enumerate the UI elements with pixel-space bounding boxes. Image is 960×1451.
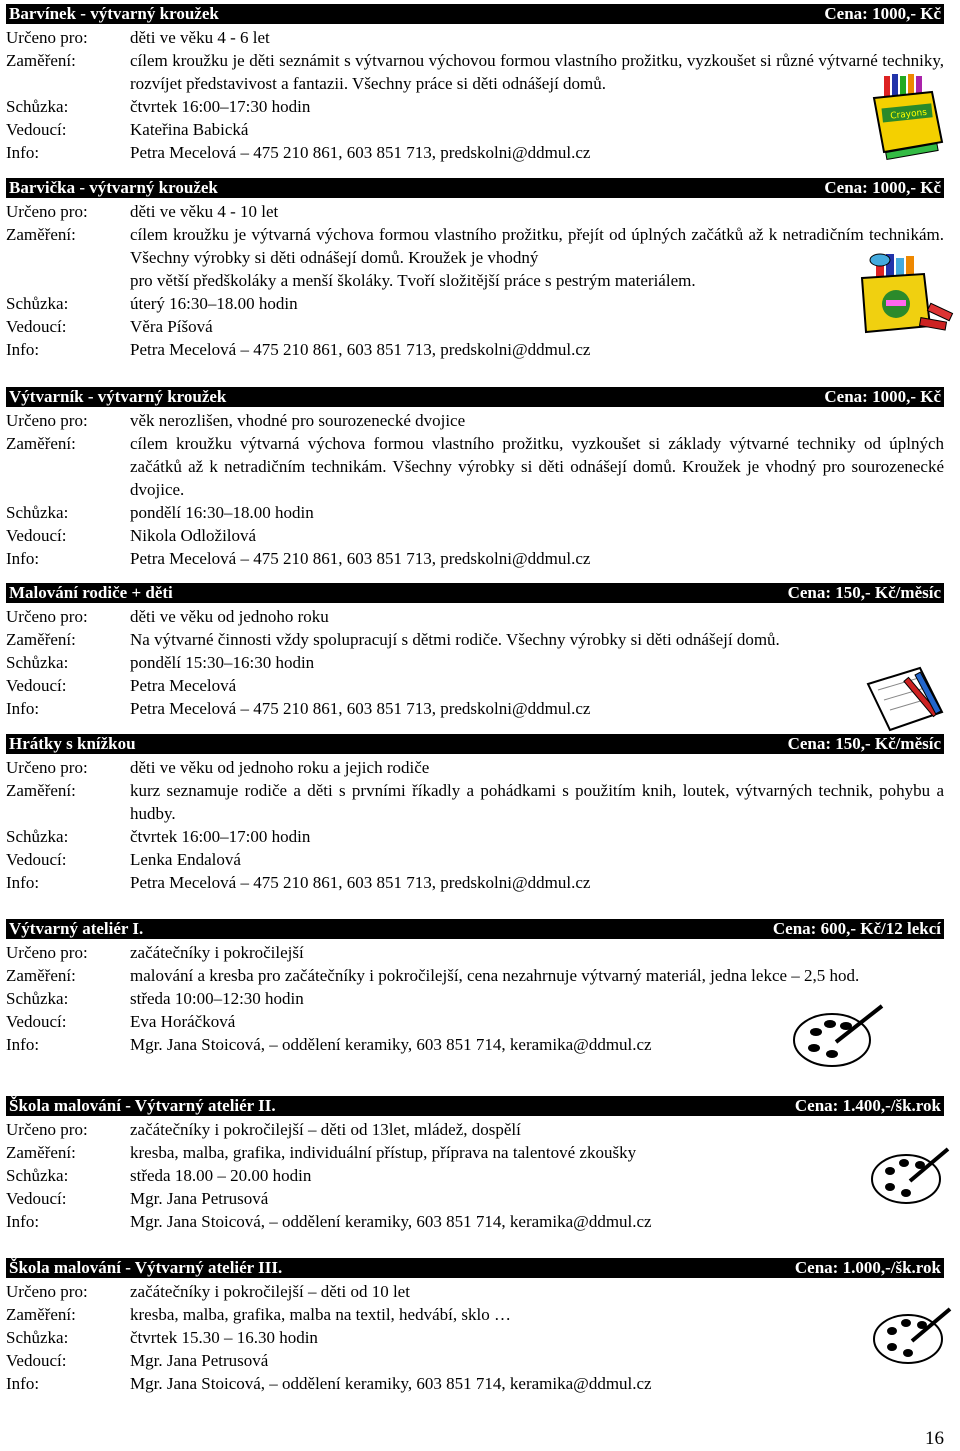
label-for: Určeno pro:	[6, 202, 88, 221]
course-header	[6, 1258, 944, 1278]
label-info: Info:	[6, 1212, 40, 1231]
course-meeting: pondělí 16:30–18.00 hodin	[130, 503, 314, 522]
course-price: Cena: 150,- Kč/měsíc	[787, 583, 941, 602]
palette-icon	[870, 1303, 954, 1369]
course-title: Hrátky s knížkou	[9, 734, 136, 753]
label-focus: Zaměření:	[6, 225, 76, 244]
course-leader: Nikola Odložilová	[130, 526, 257, 545]
label-meeting: Schůzka:	[6, 503, 69, 522]
course-focus: kresba, malba, grafika, individuální přístup, příprava na talentové zkoušky	[130, 1143, 637, 1162]
label-info: Info:	[6, 340, 40, 359]
course-header	[6, 387, 944, 407]
course-price: Cena: 1000,- Kč	[824, 387, 941, 406]
course-info: Petra Mecelová – 475 210 861, 603 851 713, predskolni@ddmul.cz	[130, 143, 591, 162]
label-focus: Zaměření:	[6, 51, 76, 70]
course-focus: Na výtvarné činnosti vždy spolupracují s dětmi rodiče. Všechny výrobky si děti odnášejí domů.	[130, 630, 780, 649]
label-for: Určeno pro:	[6, 607, 88, 626]
course-for: děti ve věku 4 - 6 let	[130, 28, 270, 47]
course-title: Výtvarník - výtvarný kroužek	[9, 387, 227, 406]
label-meeting: Schůzka:	[6, 97, 69, 116]
label-info: Info:	[6, 549, 40, 568]
label-focus: Zaměření:	[6, 1305, 76, 1324]
label-for: Určeno pro:	[6, 1120, 88, 1139]
course-title: Škola malování - Výtvarný ateliér III.	[9, 1258, 283, 1277]
course-title: Škola malování - Výtvarný ateliér II.	[9, 1096, 276, 1115]
course-barvicka	[6, 178, 944, 361]
course-leader: Eva Horáčková	[130, 1012, 236, 1031]
label-info: Info:	[6, 143, 40, 162]
course-hratky	[6, 734, 944, 894]
course-for: věk nerozlišen, vhodné pro sourozenecké dvojice	[130, 411, 466, 430]
course-for: děti ve věku 4 - 10 let	[130, 202, 279, 221]
label-meeting: Schůzka:	[6, 827, 69, 846]
course-for: začátečníky i pokročilejší	[130, 943, 304, 962]
palette-icon	[868, 1143, 952, 1209]
course-focus: cílem kroužku je děti seznámit s výtvarnou výchovou formou vlastního prožitku, vyzkoušet si různé výtvarné techniky, rozvíjet představivost a fantazii. Všechny práce si děti odnášejí domů.	[130, 51, 944, 93]
course-header	[6, 178, 944, 198]
label-meeting: Schůzka:	[6, 1166, 69, 1185]
course-atelier-2	[6, 1096, 944, 1233]
label-info: Info:	[6, 1374, 40, 1393]
label-leader: Vedoucí:	[6, 1351, 67, 1370]
course-focus: malování a kresba pro začátečníky i pokročilejší, cena nezahrnuje výtvarný materiál, jedna lekce – 2,5 hod.	[130, 966, 860, 985]
course-meeting: úterý 16:30–18.00 hodin	[130, 294, 298, 313]
course-meeting: čtvrtek 15.30 – 16.30 hodin	[130, 1328, 318, 1347]
paper-and-pencils-icon	[862, 660, 950, 734]
label-for: Určeno pro:	[6, 28, 88, 47]
label-leader: Vedoucí:	[6, 850, 67, 869]
label-focus: Zaměření:	[6, 434, 76, 453]
course-info: Petra Mecelová – 475 210 861, 603 851 713, predskolni@ddmul.cz	[130, 873, 591, 892]
course-atelier-3	[6, 1258, 944, 1395]
course-meeting: čtvrtek 16:00–17:30 hodin	[130, 97, 311, 116]
course-price: Cena: 1000,- Kč	[824, 178, 941, 197]
label-meeting: Schůzka:	[6, 1328, 69, 1347]
label-leader: Vedoucí:	[6, 317, 67, 336]
course-meeting: středa 10:00–12:30 hodin	[130, 989, 304, 1008]
crayon-box-icon	[850, 248, 954, 340]
course-header	[6, 919, 944, 939]
course-price: Cena: 600,- Kč/12 lekcí	[772, 919, 941, 938]
course-meeting: čtvrtek 16:00–17:00 hodin	[130, 827, 311, 846]
label-meeting: Schůzka:	[6, 653, 69, 672]
palette-icon	[790, 1002, 886, 1074]
course-for: začátečníky i pokročilejší – děti od 13let, mládež, dospělí	[130, 1120, 521, 1139]
course-focus: kresba, malba, grafika, malba na textil, hedvábí, sklo …	[130, 1305, 511, 1324]
course-info: Petra Mecelová – 475 210 861, 603 851 713, predskolni@ddmul.cz	[130, 699, 591, 718]
course-focus: cílem kroužku výtvarná výchova formou vlastního prožitku, vyzkoušet si základy výtvarné techniky od úplných začátků až k netradičním technikám. Všechny výrobky si děti odnášejí domů. Kroužek je vhodný pro sourozenecké dvojice.	[130, 434, 944, 499]
label-focus: Zaměření:	[6, 781, 76, 800]
course-leader: Mgr. Jana Petrusová	[130, 1351, 269, 1370]
page-number: 16	[925, 1428, 944, 1449]
course-focus: cílem kroužku je výtvarná výchova formou vlastního prožitku, přejít od úplných začátků až k netradičním technikám. Všechny výrobky si děti odnášejí domů. Kroužek je vhodný	[130, 225, 944, 267]
crayons-box-icon	[866, 72, 950, 162]
label-meeting: Schůzka:	[6, 989, 69, 1008]
course-malovani-rodice	[6, 583, 944, 720]
course-info: Petra Mecelová – 475 210 861, 603 851 713, predskolni@ddmul.cz	[130, 340, 591, 359]
course-info: Petra Mecelová – 475 210 861, 603 851 713, predskolni@ddmul.cz	[130, 549, 591, 568]
course-leader: Kateřina Babická	[130, 120, 249, 139]
label-leader: Vedoucí:	[6, 1012, 67, 1031]
label-info: Info:	[6, 1035, 40, 1054]
course-title: Malování rodiče + děti	[9, 583, 173, 602]
course-info: Mgr. Jana Stoicová, – oddělení keramiky, 603 851 714, keramika@ddmul.cz	[130, 1374, 652, 1393]
label-focus: Zaměření:	[6, 630, 76, 649]
course-leader: Lenka Endalová	[130, 850, 241, 869]
course-barvinek	[6, 4, 944, 164]
course-leader: Petra Mecelová	[130, 676, 237, 695]
course-focus: kurz seznamuje rodiče a děti s prvními říkadly a pohádkami s použitím knih, loutek, výtvarných technik, pohybu a hudby.	[130, 781, 944, 823]
course-for: začátečníky i pokročilejší – děti od 10 let	[130, 1282, 410, 1301]
label-for: Určeno pro:	[6, 411, 88, 430]
label-focus: Zaměření:	[6, 966, 76, 985]
label-leader: Vedoucí:	[6, 1189, 67, 1208]
course-meeting: středa 18.00 – 20.00 hodin	[130, 1166, 312, 1185]
course-leader: Věra Píšová	[130, 317, 213, 336]
course-title: Barvička - výtvarný kroužek	[9, 178, 218, 197]
label-info: Info:	[6, 699, 40, 718]
course-info: Mgr. Jana Stoicová, – oddělení keramiky, 603 851 714, keramika@ddmul.cz	[130, 1212, 652, 1231]
course-price: Cena: 1.000,-/šk.rok	[794, 1258, 941, 1277]
course-price: Cena: 1000,- Kč	[824, 4, 941, 23]
label-leader: Vedoucí:	[6, 120, 67, 139]
course-header	[6, 734, 944, 754]
course-for: děti ve věku od jednoho roku a jejich rodiče	[130, 758, 430, 777]
course-leader: Mgr. Jana Petrusová	[130, 1189, 269, 1208]
course-header	[6, 4, 944, 24]
course-header	[6, 583, 944, 603]
svg-text:Crayons: Crayons	[889, 107, 928, 122]
label-for: Určeno pro:	[6, 758, 88, 777]
label-info: Info:	[6, 873, 40, 892]
course-header	[6, 1096, 944, 1116]
course-title: Výtvarný ateliér I.	[9, 919, 144, 938]
course-info: Mgr. Jana Stoicová, – oddělení keramiky, 603 851 714, keramika@ddmul.cz	[130, 1035, 652, 1054]
course-meeting: pondělí 15:30–16:30 hodin	[130, 653, 315, 672]
course-title: Barvínek - výtvarný kroužek	[9, 4, 219, 23]
course-focus-continued: pro větší předškoláky a menší školáky. Tvoří složitější práce s pestrým materiálem.	[130, 271, 696, 290]
label-leader: Vedoucí:	[6, 676, 67, 695]
course-price: Cena: 1.400,-/šk.rok	[794, 1096, 941, 1115]
label-meeting: Schůzka:	[6, 294, 69, 313]
label-for: Určeno pro:	[6, 1282, 88, 1301]
label-leader: Vedoucí:	[6, 526, 67, 545]
course-price: Cena: 150,- Kč/měsíc	[787, 734, 941, 753]
label-for: Určeno pro:	[6, 943, 88, 962]
course-for: děti ve věku od jednoho roku	[130, 607, 329, 626]
course-vytvarnik	[6, 387, 944, 570]
label-focus: Zaměření:	[6, 1143, 76, 1162]
